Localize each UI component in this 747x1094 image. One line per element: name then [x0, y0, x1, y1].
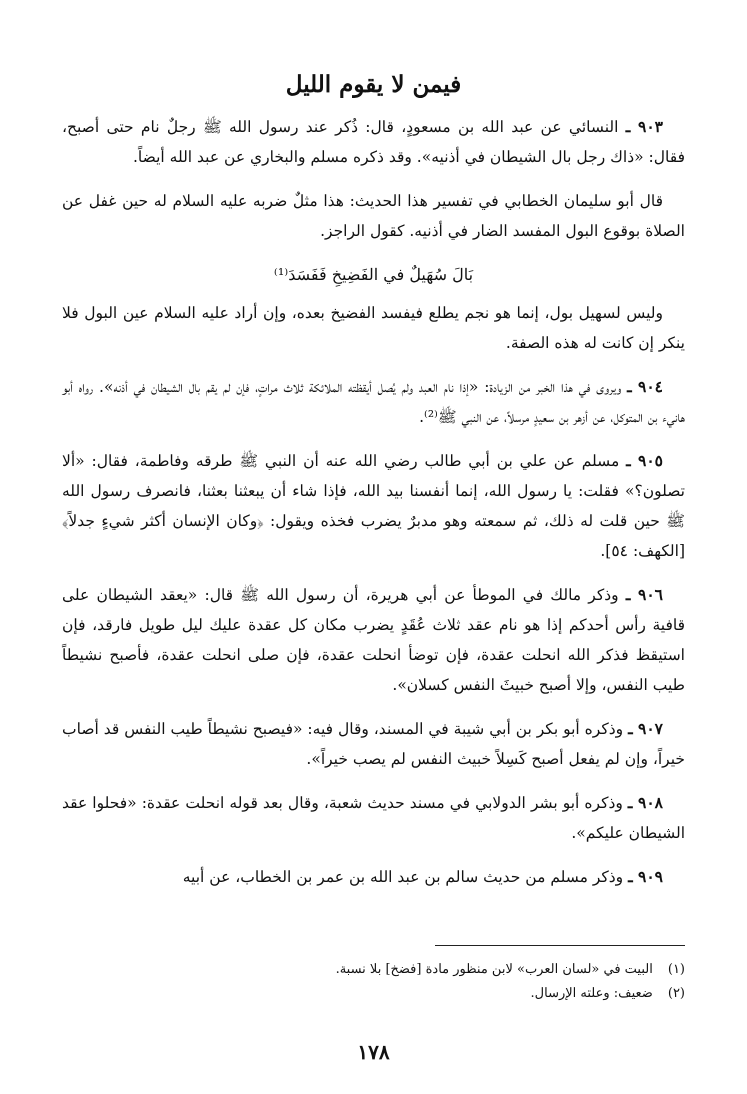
- footnote-text: ضعيف: وعلته الإرسال.: [530, 986, 653, 1001]
- paragraph-907: [62, 714, 685, 774]
- paragraph-905: [62, 446, 685, 566]
- footnote-2: [62, 982, 685, 1006]
- footnote-1: [62, 958, 685, 982]
- footnote-number: (١): [667, 962, 685, 977]
- paragraph-text: وذكر مالك في الموطأ عن أبي هريرة، أن رسول الله ﷺ قال: «يعقد الشيطان على قافية رأس أحدكم إذا هو نام عقد ثلاث عُقَدٍ يضرب مكان كل عقدة عليك ليل طويل فارقد، فإن استيقظ فذكر الله انحلت عقدة، فإن توضأ انحلت عقدة، فإن صلى انحلت عقدة، فأصبح نشيطاً طيب النفس، وإلا أصبح خبيثَ النفس كسلان».: [62, 586, 685, 694]
- paragraph-khattabi: [62, 186, 685, 246]
- paragraph-text: ويروى في هذا الخبر من الزيادة: «إذا نام العبد ولم يُصل أيقظته الملائكة ثلاث مراتٍ، فإن لم يقم بال الشيطان في أذنه». رواه أبو هانيء بن المتوكل، عن أزهر بن سعيدٍ مرسلاً، عن النبي ﷺ⁽²⁾.: [62, 378, 685, 426]
- hadith-number: ٩٠٥ ـ: [626, 451, 664, 470]
- paragraph-904: [62, 372, 685, 432]
- footnote-text: البيت في «لسان العرب» لابن منظور مادة [فضخ] بلا نسبة.: [335, 962, 653, 977]
- page-title: فيمن لا يقوم الليل: [285, 71, 462, 98]
- paragraph-909: [62, 862, 685, 892]
- poetry-verse: بَالَ سُهَيلٌ في الفَضِيخِ فَفَسَدَ⁽¹⁾: [273, 265, 474, 284]
- paragraph-text: وليس لسهيل بول، إنما هو نجم يطلع فيفسد الفضيخ بعده، وإن أراد عليه السلام عين البول فلا ينكر إن كانت له هذه الصفة.: [62, 304, 685, 352]
- hadith-number: ٩٠٨ ـ: [627, 793, 663, 812]
- paragraph-suhail: [62, 298, 685, 358]
- main-text: [62, 112, 685, 906]
- footnotes: [62, 958, 685, 1006]
- paragraph-text: النسائي عن عبد الله بن مسعودٍ، قال: ذُكر عند رسول الله ﷺ رجلٌ نام حتى أصبح، فقال: «ذاك رجل بال الشيطان في أذنيه». وقد ذكره مسلم والبخاري عن عبد الله أيضاً.: [62, 118, 685, 166]
- hadith-number: ٩٠٤ ـ: [627, 377, 664, 396]
- paragraph-text: وذكر مسلم من حديث سالم بن عبد الله بن عمر بن الخطاب، عن أبيه: [182, 868, 629, 886]
- footnote-divider: [435, 945, 685, 946]
- hadith-number: ٩٠٧ ـ: [628, 719, 663, 738]
- hadith-number: ٩٠٦ ـ: [625, 585, 663, 604]
- hadith-number: ٩٠٩ ـ: [628, 867, 663, 886]
- paragraph-903: [62, 112, 685, 172]
- paragraph-text: وذكره أبو بكر بن أبي شيبة في المسند، وقال فيه: «فيصبح نشيطاً طيب النفس قد أصاب خيراً، وإن لم يفعل أصبح كَسِلاً خبيث النفس لم يصب خيراً».: [62, 720, 685, 768]
- footnote-number: (٢): [667, 986, 685, 1001]
- paragraph-908: [62, 788, 685, 848]
- hadith-number: ٩٠٣ ـ: [625, 117, 663, 136]
- paragraph-906: [62, 580, 685, 700]
- paragraph-text: وذكره أبو بشر الدولابي في مسند حديث شعبة، وقال بعد قوله انحلت عقدة: «فحلوا عقد الشيطان عليكم».: [62, 794, 685, 842]
- paragraph-text: قال أبو سليمان الخطابي في تفسير هذا الحديث: هذا مثلٌ ضربه عليه السلام له حين غفل عن الصلاة بوقوع البول المفسد الضار في أذنيه. كقول الراجز.: [62, 192, 685, 240]
- paragraph-text: مسلم عن علي بن أبي طالب رضي الله عنه أن النبي ﷺ طرقه وفاطمة، فقال: «ألا تصلون؟» فقلت: يا رسول الله، إنما أنفسنا بيد الله، فإذا شاء أن يبعثنا بعثنا، فانصرف رسول الله ﷺ حين قلت له ذلك، ثم سمعته وهو مدبرٌ يضرب فخذه ويقول: ﴿وكان الإنسان أكثر شيءٍ جدلاً﴾ [الكهف: ٥٤].: [62, 452, 685, 560]
- page-number: ١٧٨: [357, 1040, 390, 1064]
